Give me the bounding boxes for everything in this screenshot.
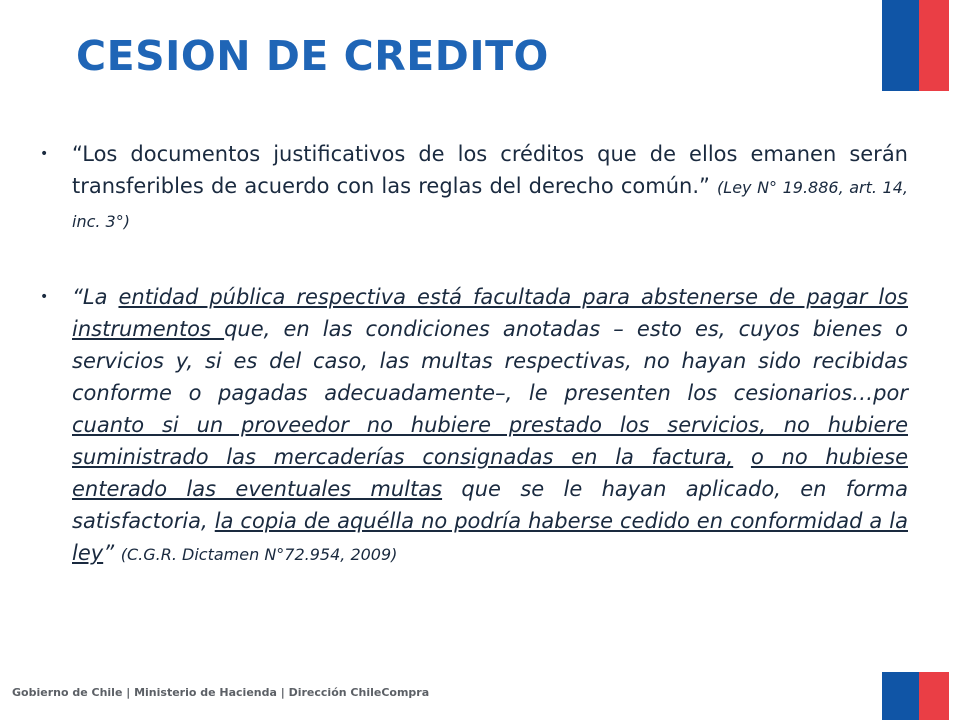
flag-red-band [919, 672, 949, 720]
law-citation: (Ley N° 19.886, art. 14, inc. 3°) [72, 178, 908, 231]
chile-flag-stripe-top [882, 0, 949, 91]
dictamen-citation: (C.G.R. Dictamen N°72.954, 2009) [120, 545, 398, 564]
dictamen-underlined: o no hubiese enterado las eventuales multas [72, 445, 908, 501]
footer-text: Gobierno de Chile | Ministerio de Hacienda | Dirección ChileCompra [12, 686, 430, 699]
bullet-text [72, 138, 908, 238]
dictamen-text: “La [72, 285, 119, 309]
law-quote: “Los documentos justificativos de los créditos que de ellos emanen serán transferibles de acuerdo con las reglas del derecho común.” [72, 142, 908, 198]
bullet-item-law [40, 138, 908, 238]
flag-blue-band [882, 672, 919, 720]
dictamen-underlined: cuanto si un proveedor no hubiere prestado los servicios, no hubiere suministrado las mercaderías consignadas en la factura, [72, 413, 908, 469]
bullet-text [72, 281, 908, 571]
bullet-dot-icon: • [40, 289, 49, 305]
dictamen-underlined: entidad pública respectiva está facultada para abstenerse de pagar los instrumentos [72, 285, 909, 341]
bullet-dot-icon: • [40, 146, 49, 162]
dictamen-text: que, en las condiciones anotadas – esto es, cuyos bienes o servicios y, si es del caso, las multas respectivas, no hayan sido recibidas conforme o pagadas adecuadamente–, le presenten los cesionarios…por [72, 317, 908, 405]
dictamen-text [733, 445, 751, 469]
dictamen-text: ” [103, 541, 121, 565]
flag-blue-band [882, 0, 919, 91]
chile-flag-stripe-bottom [882, 672, 949, 720]
dictamen-text: que se le hayan aplicado, en forma satisfactoria, [72, 477, 908, 533]
dictamen-underlined: la copia de aquélla no podría haberse cedido en conformidad a la ley [72, 509, 908, 565]
bullet-list [40, 138, 908, 571]
flag-red-band [919, 0, 949, 91]
slide-title: CESION DE CREDITO [76, 32, 549, 80]
bullet-item-dictamen [40, 281, 908, 571]
